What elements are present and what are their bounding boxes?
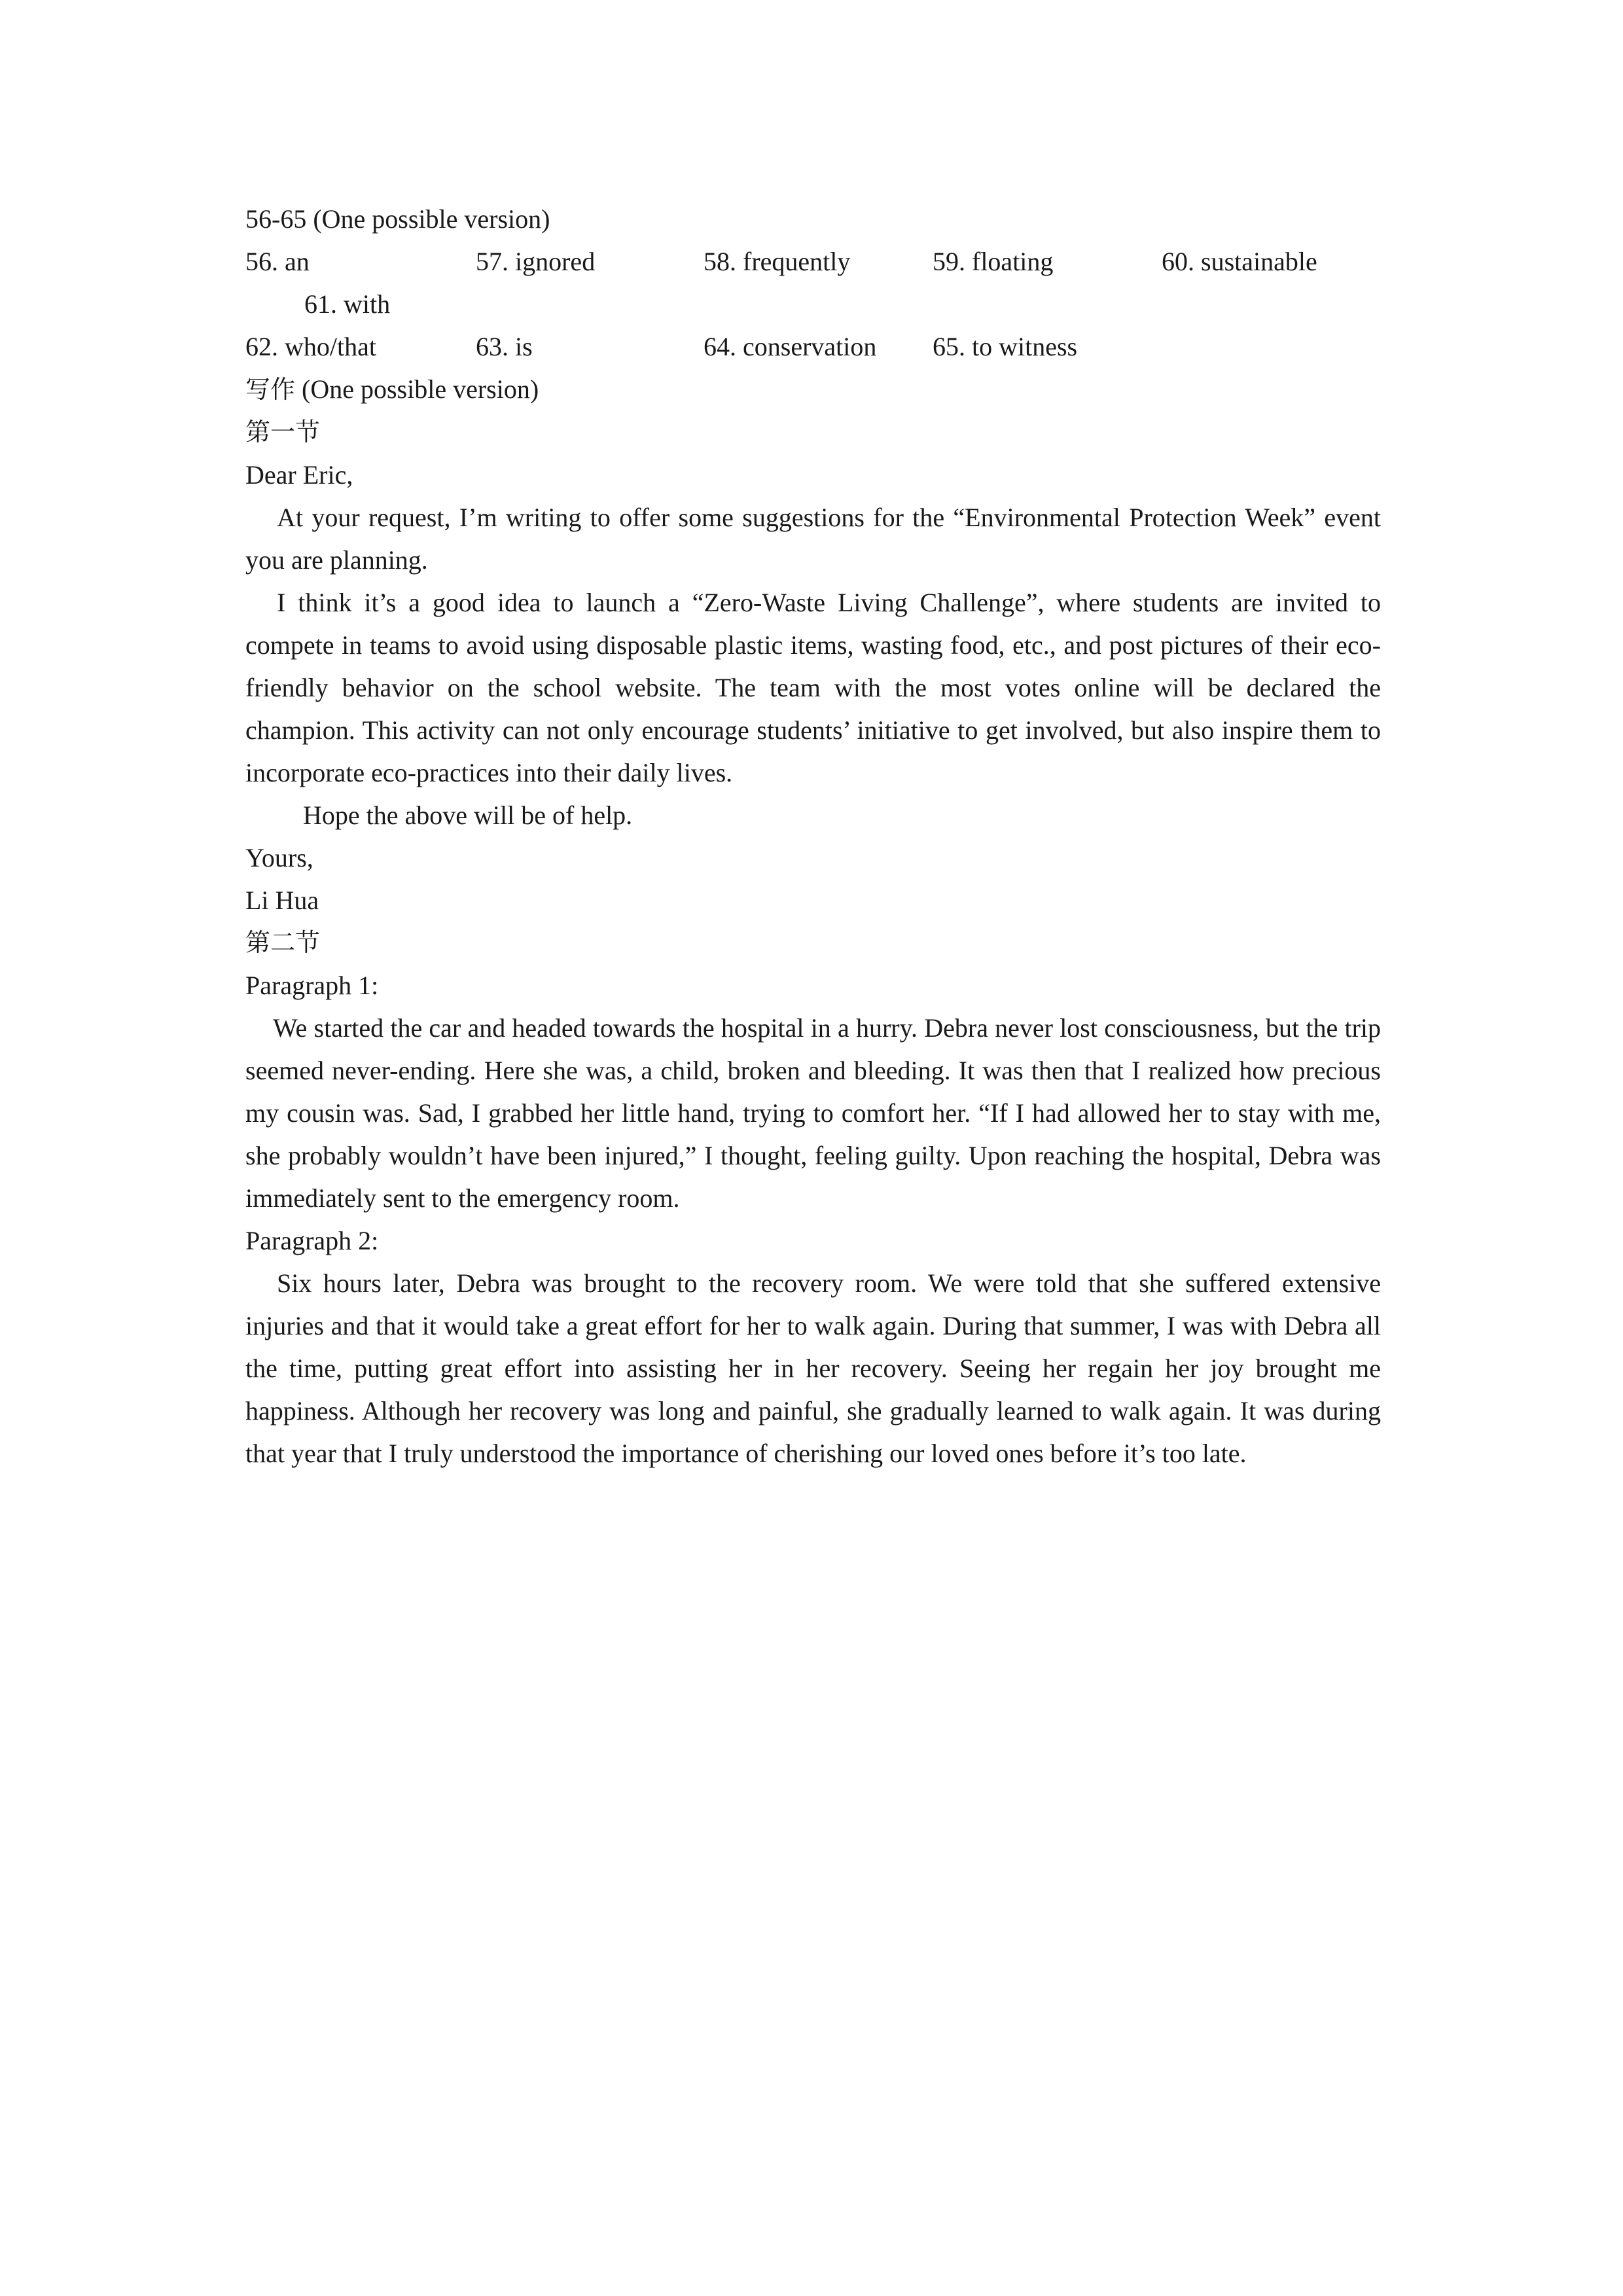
letter-paragraph-2: I think it’s a good idea to launch a “Zero-Waste Living Challenge”, where students are invited to compete in teams to avoid using disposable plastic items, wasting food, etc., and post pictures of their eco-friendly behavior on the school website. The team with the most votes online will be declared the champion. This activity can not only encourage students’ initiative to get involved, but also inspire them to incorporate eco-practices into their daily lives. (245, 588, 1381, 787)
part1-title: 第一节 (245, 418, 321, 446)
part2-title: 第二节 (245, 928, 321, 957)
answer-56: 56. an (245, 247, 310, 276)
letter-paragraph-1: At your request, I’m writing to offer some suggestions for the “Environmental Protection Week” event you are planning. (245, 503, 1381, 575)
answer-document (245, 198, 1381, 1475)
answer-63: 63. is (476, 332, 533, 361)
answers-row-1 (245, 240, 1381, 283)
letter-closing: Yours, (245, 843, 313, 872)
answer-65: 65. to witness (933, 332, 1078, 361)
answer-62: 62. who/that (245, 332, 376, 361)
writing-heading-en: (One possible version) (295, 374, 539, 404)
letter-greeting: Dear Eric, (245, 460, 353, 490)
answer-60: 60. sustainable (1162, 247, 1317, 276)
answer-58: 58. frequently (704, 247, 851, 276)
writing-heading-cn: 写作 (245, 375, 296, 404)
writing-heading (245, 368, 1381, 411)
letter-paragraph-3: Hope the above will be of help. (303, 800, 633, 830)
answer-61: 61. with (304, 289, 391, 319)
answer-59: 59. floating (933, 247, 1054, 276)
paragraph-2-label: Paragraph 2: (245, 1226, 379, 1255)
story-paragraph-1: We started the car and headed towards the hospital in a hurry. Debra never lost consciousness, but the trip seemed never-ending. Here she was, a child, broken and bleeding. It was then that I realized how precious my cousin was. Sad, I grabbed her little hand, trying to comfort her. “If I had allowed her to stay with me, she probably wouldn’t have been injured,” I thought, feeling guilty. Upon reaching the hospital, Debra was immediately sent to the emergency room. (245, 1013, 1381, 1213)
story-paragraph-2: Six hours later, Debra was brought to the recovery room. We were told that she suffered extensive injuries and that it would take a great effort for her to walk again. During that summer, I was with Debra all the time, putting great effort into assisting her in her recovery. Seeing her regain her joy brought me happiness. Although her recovery was long and painful, she gradually learned to walk again. It was during that year that I truly understood the importance of cherishing our loved ones before it’s too late. (245, 1268, 1381, 1468)
answers-row-2 (245, 325, 1381, 368)
answer-64: 64. conservation (704, 332, 877, 361)
paragraph-1-label: Paragraph 1: (245, 971, 379, 1000)
answers-heading: 56-65 (One possible version) (245, 204, 550, 234)
answer-57: 57. ignored (476, 247, 596, 276)
letter-signature: Li Hua (245, 886, 319, 915)
